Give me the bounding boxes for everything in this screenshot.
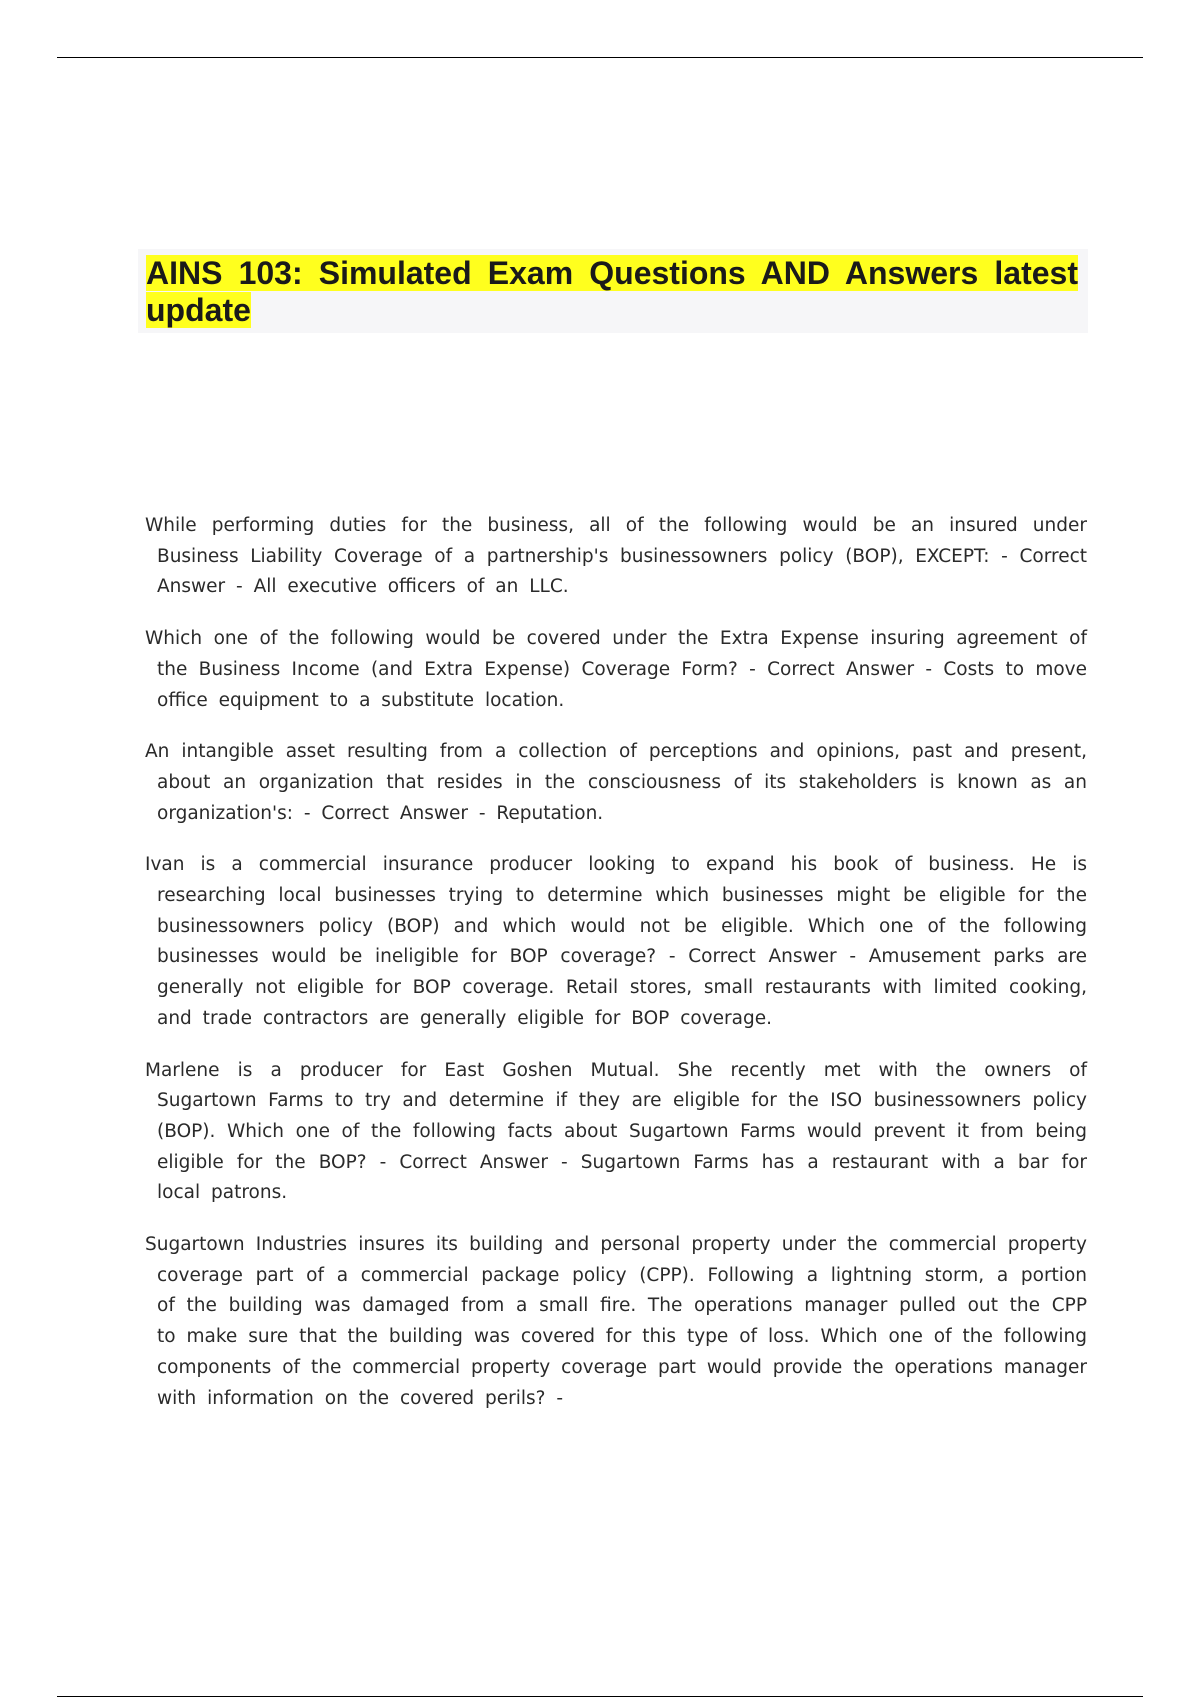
qa-item: Marlene is a producer for East Goshen Mutual. She recently met with the owners of Sugartown Farms to try and determine if they are eligible for the ISO businessowners policy (BOP). Which one of the following facts about Sugartown Farms would prevent it from being eligible for the BOP? - Correct Answer - Sugartown Farms has a restaurant with a bar for local patrons.: [145, 1059, 1087, 1204]
qa-item: While performing duties for the business, all of the following would be an insured under Business Liability Coverage of a partnership's businessowners policy (BOP), EXCEPT: - Correct Answer - All executive officers of an LLC.: [145, 515, 1087, 598]
title-highlight: AINS 103: Simulated Exam Questions AND Answers latest update: [146, 255, 1078, 328]
qa-item: An intangible asset resulting from a collection of perceptions and opinions, past and present, about an organization that resides in the consciousness of its stakeholders is known as an organization's: - Correct Answer - Reputation.: [145, 741, 1087, 824]
qa-item: Ivan is a commercial insurance producer looking to expand his book of business. He is researching local businesses trying to determine which businesses might be eligible for the businessowners policy (BOP) and which would not be eligible. Which one of the following businesses would be ineligible for BOP coverage? - Correct Answer - Amusement parks are generally not eligible for BOP coverage. Retail stores, small restaurants with limited cooking, and trade contractors are generally eligible for BOP coverage.: [145, 854, 1087, 1029]
title-block: [138, 249, 1088, 333]
qa-item: Sugartown Industries insures its building and personal property under the commercial property coverage part of a commercial package policy (CPP). Following a lightning storm, a portion of the building was damaged from a small fire. The operations manager pulled out the CPP to make sure that the building was covered for this type of loss. Which one of the following components of the commercial property coverage part would provide the operations manager with information on the covered perils? -: [145, 1234, 1087, 1409]
top-rule: [57, 57, 1143, 58]
qa-list: [145, 511, 1087, 1435]
bottom-rule: [57, 1696, 1143, 1697]
document-title: [146, 255, 1078, 329]
qa-item: Which one of the following would be covered under the Extra Expense insuring agreement of the Business Income (and Extra Expense) Coverage Form? - Correct Answer - Costs to move office equipment to a substitute location.: [145, 628, 1087, 711]
